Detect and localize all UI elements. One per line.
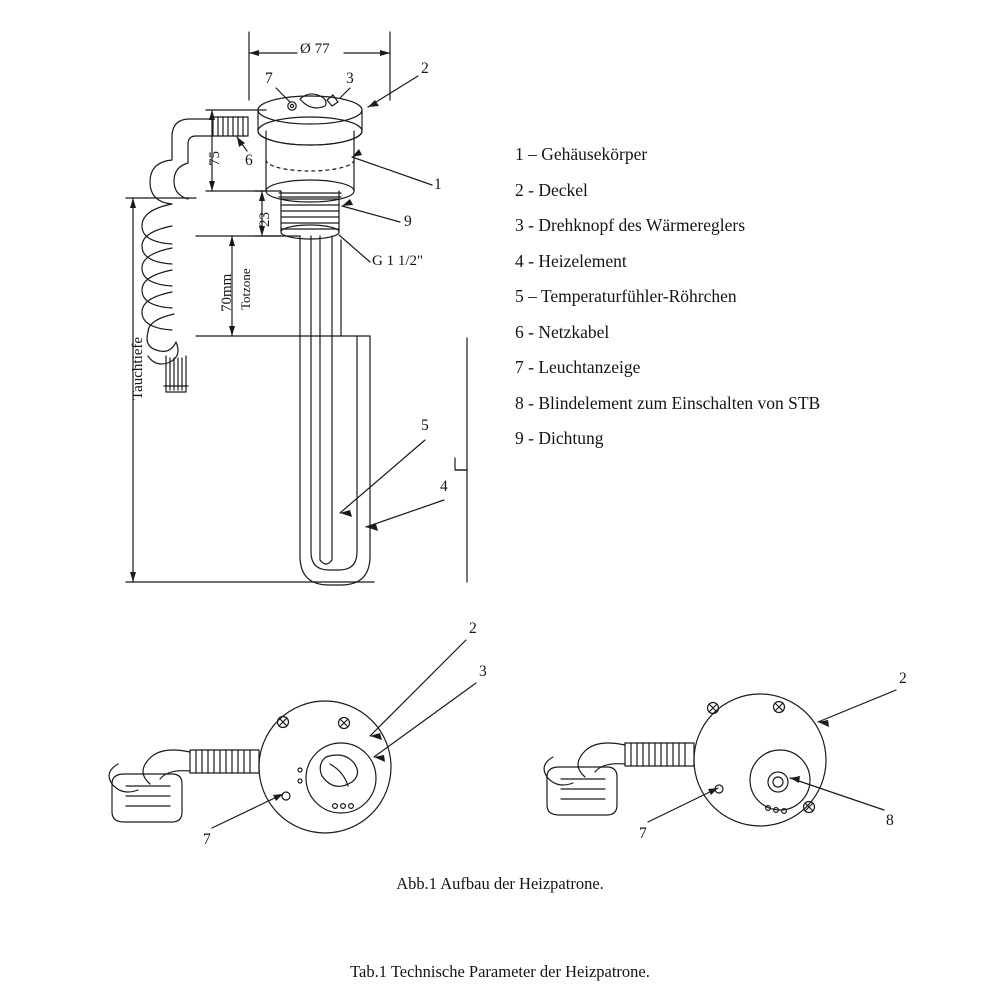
dim-dead-zone-value: 70mm xyxy=(219,273,235,312)
legend-item-8: 8 - Blindelement zum Einschalten von STB xyxy=(515,392,821,413)
legend-item-3: 3 - Drehknopf des Wärmereglers xyxy=(515,215,746,235)
dim-height-75: 75 xyxy=(207,151,223,166)
thread-leader xyxy=(339,235,370,262)
legend-item-1: 1 – Gehäusekörper xyxy=(515,144,648,164)
element-extent-line xyxy=(455,338,467,582)
legend-item-4: 4 - Heizelement xyxy=(515,250,627,271)
legend-item-7: 7 - Leuchtanzeige xyxy=(515,357,641,377)
legend-item-6: 6 - Netzkabel xyxy=(515,321,610,342)
callout-main-1: 1 xyxy=(434,176,442,193)
bottom-left-top-view xyxy=(109,640,476,833)
dim-immersion-depth: Tauchtiefe xyxy=(130,336,146,400)
dim-thread: G 1 1/2" xyxy=(372,253,424,269)
callout-left-3: 3 xyxy=(479,663,487,680)
gasket xyxy=(279,193,341,197)
callout-main-6: 6 xyxy=(245,152,253,169)
dim-height-23: 23 xyxy=(257,212,273,227)
callout-left-2: 2 xyxy=(469,620,477,637)
callout-right-2: 2 xyxy=(899,670,907,687)
callout-main-2: 2 xyxy=(421,60,429,77)
callout-main-5: 5 xyxy=(421,417,429,434)
main-assembly-view xyxy=(126,32,467,585)
legend-list xyxy=(515,146,935,466)
callout-main-4: 4 xyxy=(440,478,448,495)
housing-cap xyxy=(258,94,362,145)
dim-diameter: Ø 77 xyxy=(300,41,330,57)
callout-main-9: 9 xyxy=(404,213,412,230)
callout-right-8: 8 xyxy=(886,812,894,829)
threaded-neck xyxy=(281,191,339,239)
dimension-immersion-depth xyxy=(126,198,374,582)
callout-left-7: 7 xyxy=(203,831,211,848)
table-caption: Tab.1 Technische Parameter der Heizpatrone. xyxy=(350,962,650,981)
legend-item-2: 2 - Deckel xyxy=(515,179,588,200)
dimension-dead-zone xyxy=(196,236,341,336)
callout-main-7: 7 xyxy=(265,70,273,87)
callout-main-3: 3 xyxy=(346,70,354,87)
legend-item-5: 5 – Temperaturfühler-Röhrchen xyxy=(515,286,737,306)
sensor-tube xyxy=(320,236,332,564)
legend-item-9: 9 - Dichtung xyxy=(515,428,604,448)
figure-caption: Abb.1 Aufbau der Heizpatrone. xyxy=(396,874,604,893)
heating-element xyxy=(300,236,370,585)
bottom-right-top-view xyxy=(544,690,896,826)
dim-dead-zone-label: Totzone xyxy=(238,268,253,310)
callout-right-7: 7 xyxy=(639,825,647,842)
